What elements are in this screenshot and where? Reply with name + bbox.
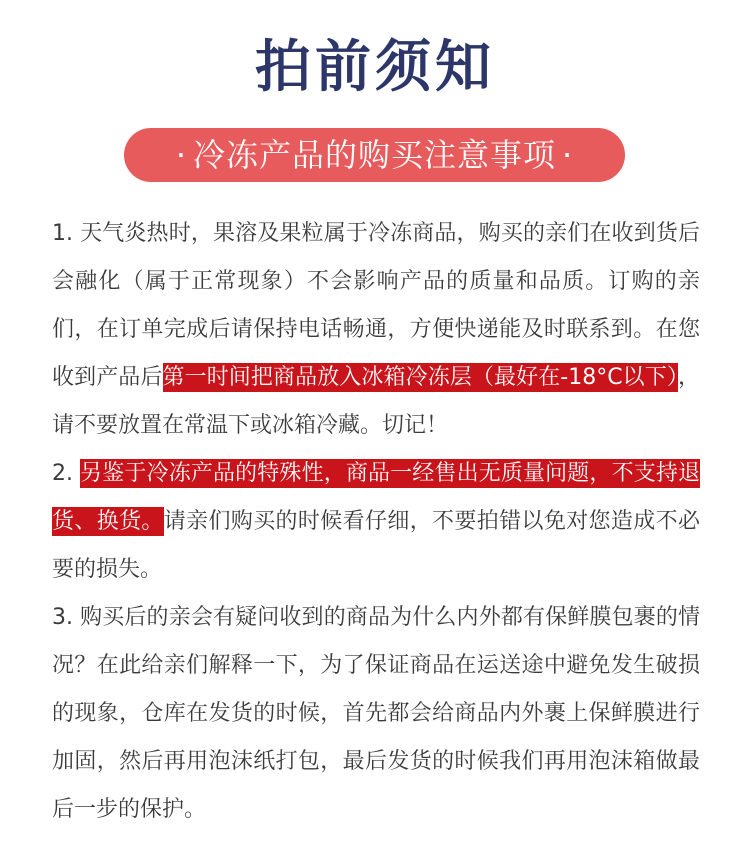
banner-text: 冷冻产品的购买注意事项 [192,136,556,174]
notice-item-2-text-end: 请亲们购买的时候看仔细，不要拍错以免对您造成不必要的损失。 [52,509,700,582]
banner-dot-right: · [562,136,574,174]
notice-item-2-highlight: 另鉴于冷冻产品的特殊性，商品一经售出无质量问题，不支持退货、换货。 [52,461,700,534]
page-title: 拍前须知 [255,35,495,100]
notice-item-1-highlight: 第一时间把商品放入冰箱冷冻层（最好在-18°C以下） [162,365,678,390]
section-banner [124,128,625,182]
notice-item-3 [52,594,700,834]
banner-dot-left: · [175,136,187,174]
notice-item-1-text-end: ，请不要放置在常温下或冰箱冷藏。切记！ [52,365,700,438]
notice-item-2 [52,450,700,594]
notice-body [52,210,700,834]
notice-item-1 [52,210,700,450]
notice-item-2-number: 2. [52,461,81,486]
notice-item-1-text: 1. 天气炎热时，果溶及果粒属于冷冻商品，购买的亲们在收到货后会融化（属于正常现象）不会影响产品的质量和品质。订购的亲们，在订单完成后请保持电话畅通，方便快递能及时联系到。在您收到产品后 [52,221,700,390]
notice-item-3-text: 3. 购买后的亲会有疑问收到的商品为什么内外都有保鲜膜包裹的情况？在此给亲们解释一下，为了保证商品在运送途中避免发生破损的现象，仓库在发货的时候，首先都会给商品内外裹上保鲜膜进行加固，然后再用泡沫纸打包，最后发货的时候我们再用泡沫箱做最后一步的保护。 [52,605,700,822]
